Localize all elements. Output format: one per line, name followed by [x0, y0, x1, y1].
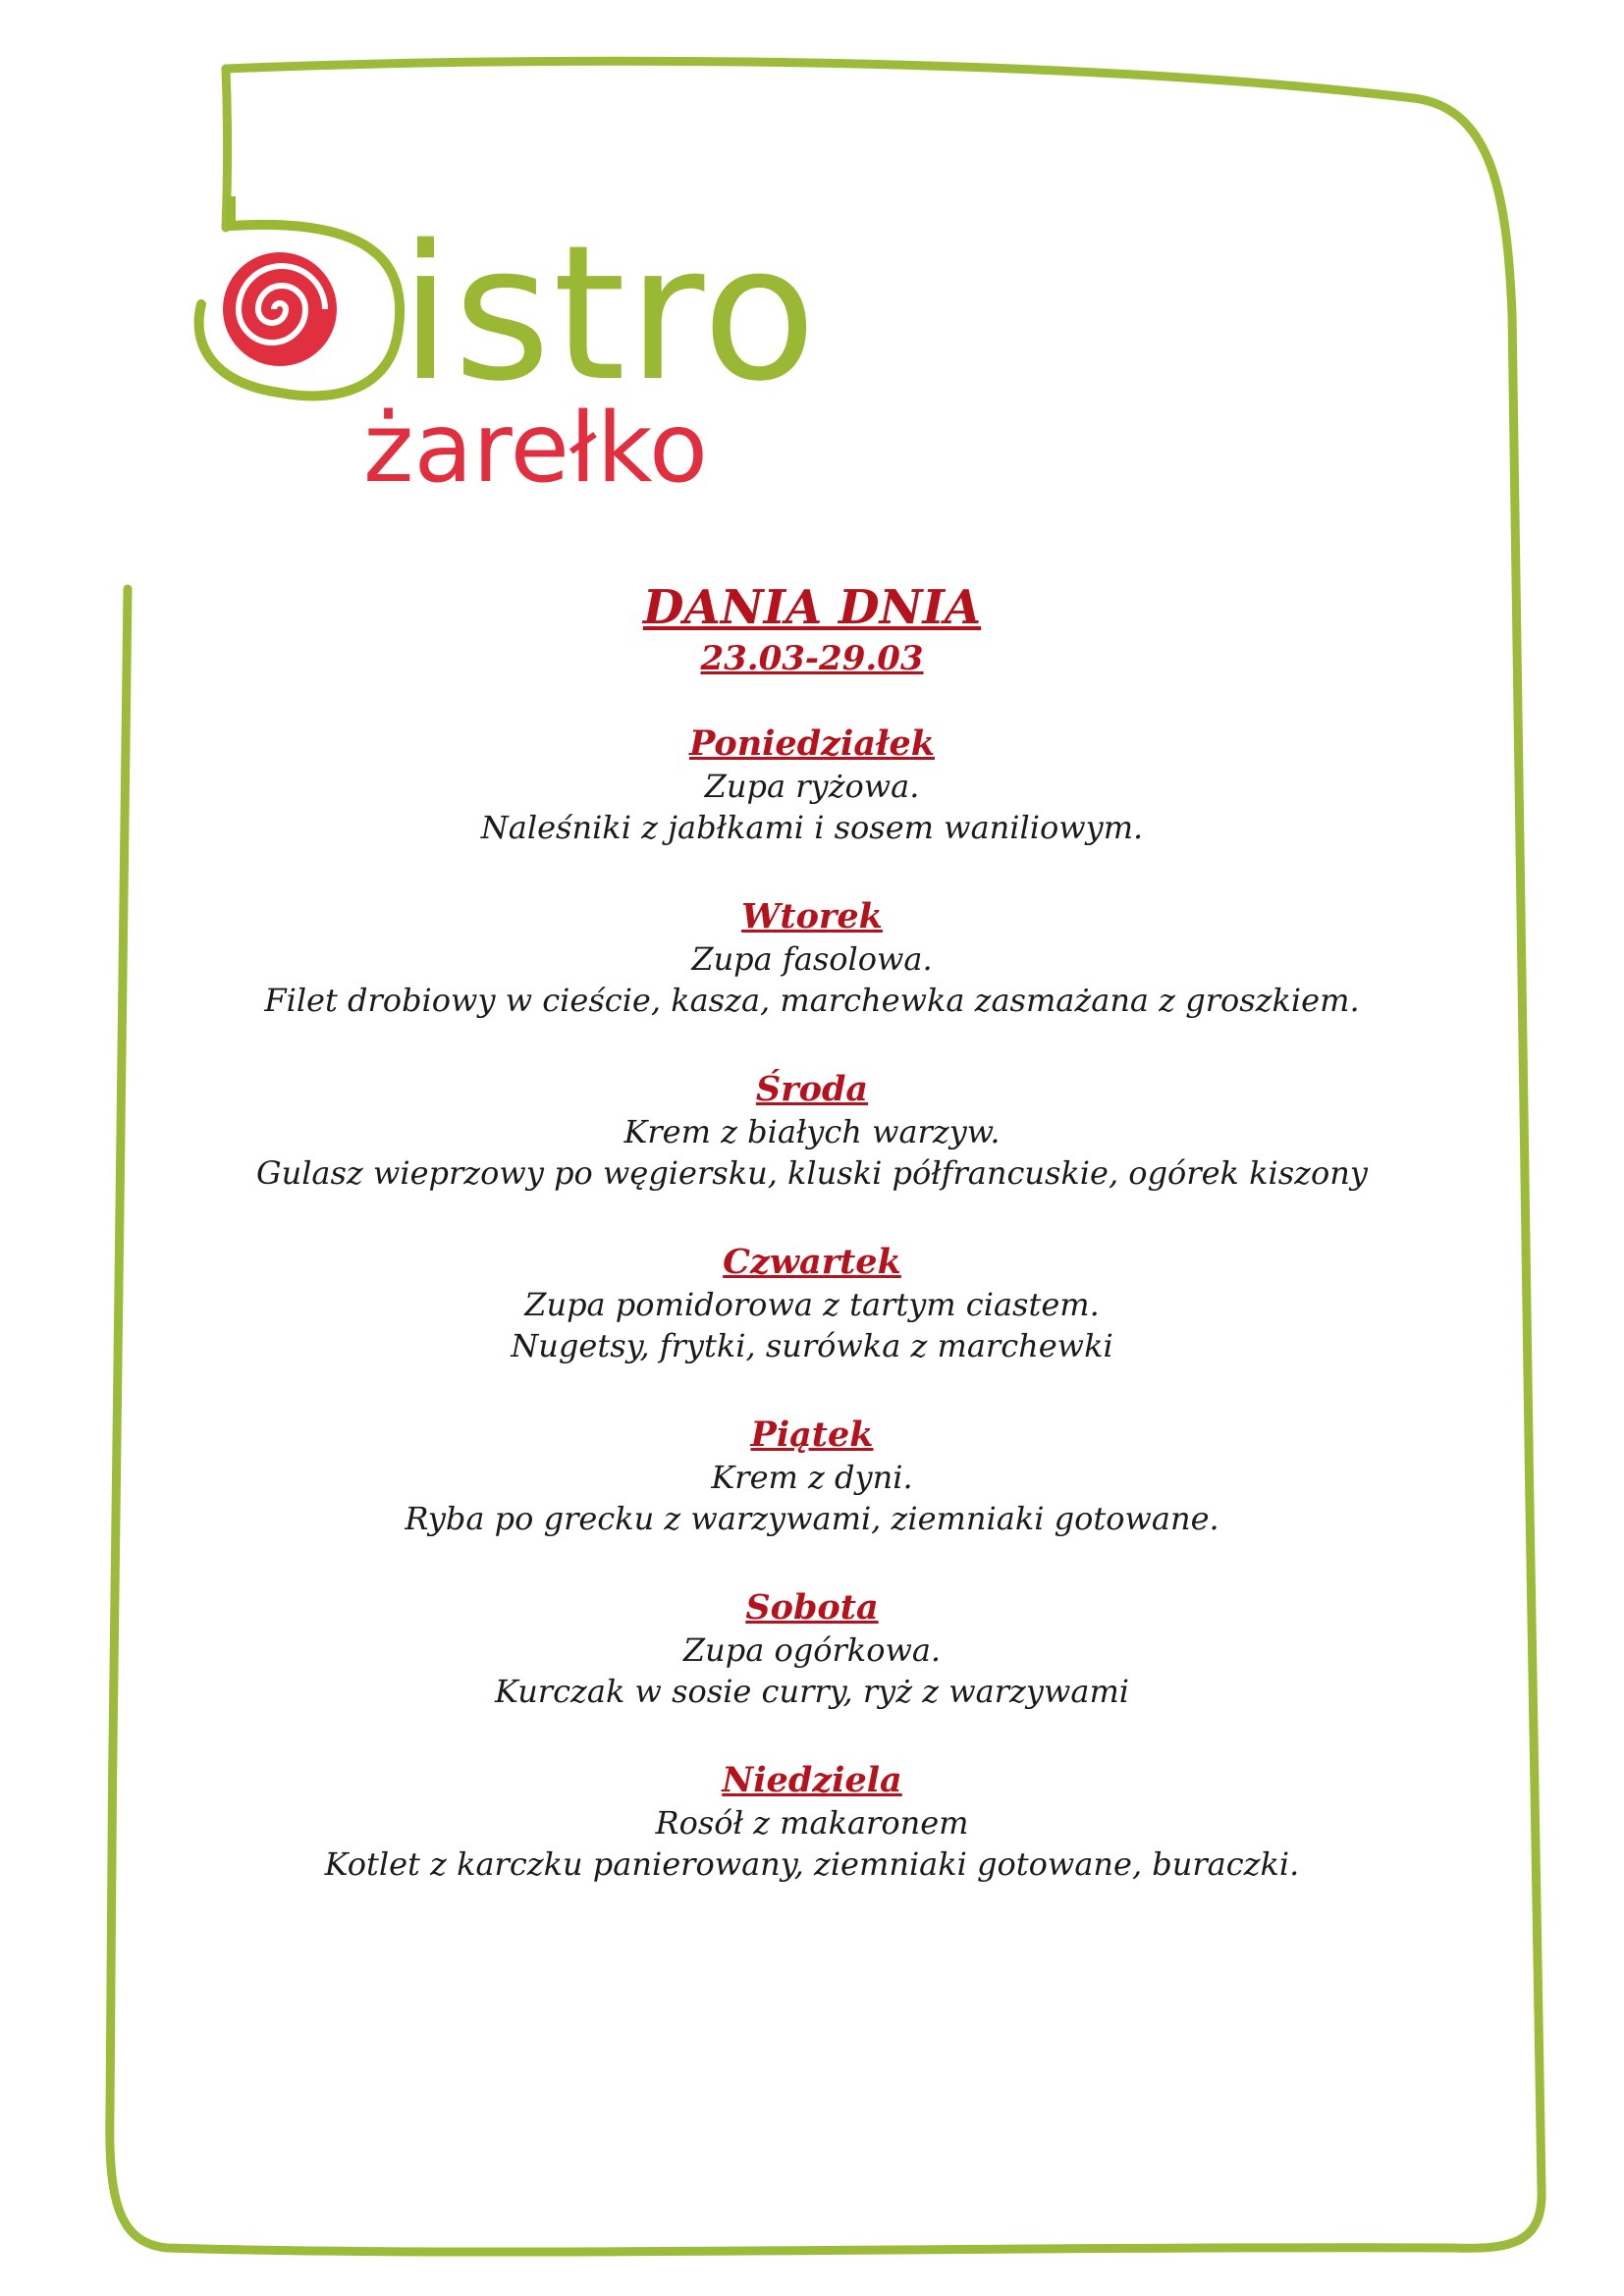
soup: Rosół z makaronem [655, 1804, 969, 1842]
menu-dates: 23.03-29.03 [700, 639, 924, 678]
day-block [118, 1414, 1506, 1539]
bistro-logo [191, 187, 898, 510]
soup: Zupa ryżowa. [704, 768, 920, 805]
main-dish: Naleśniki z jabłkami i sosem waniliowym. [480, 809, 1144, 846]
main-dish: Gulasz wieprzowy po węgiersku, kluski półfrancuskie, ogórek kiszony [256, 1154, 1368, 1192]
day-name: Poniedziałek [688, 723, 936, 764]
main-dish: Kotlet z karczku panierowany, ziemniaki gotowane, buraczki. [324, 1845, 1300, 1883]
day-name: Sobota [745, 1587, 879, 1628]
soup: Krem z dyni. [711, 1459, 913, 1496]
soup: Zupa pomidorowa z tartym ciastem. [524, 1286, 1100, 1323]
main-dish: Kurczak w sosie curry, ryż z warzywami [494, 1673, 1130, 1710]
logo-istro-text: istro [400, 205, 819, 422]
daily-menu [118, 579, 1506, 1932]
day-block [118, 722, 1506, 848]
day-block [118, 1759, 1506, 1885]
main-dish: Ryba po grecku z warzywami, ziemniaki gotowane. [405, 1500, 1219, 1537]
day-block [118, 1586, 1506, 1712]
soup: Zupa ogórkowa. [682, 1631, 942, 1669]
day-name: Niedziela [722, 1760, 902, 1800]
spiral-icon [223, 252, 337, 366]
day-name: Wtorek [741, 896, 883, 936]
menu-title: DANIA DNIA [642, 580, 982, 635]
day-name: Czwartek [723, 1242, 901, 1282]
logo-zarelko-text: żarełko [363, 393, 708, 505]
main-dish: Nugetsy, frytki, surówka z marchewki [511, 1327, 1113, 1364]
day-name: Piątek [750, 1415, 874, 1455]
day-block [118, 895, 1506, 1021]
day-block [118, 1068, 1506, 1194]
day-block [118, 1241, 1506, 1366]
day-name: Środa [755, 1069, 869, 1109]
main-dish: Filet drobiowy w cieście, kasza, marchewka zasmażana z groszkiem. [264, 982, 1360, 1019]
soup: Krem z białych warzyw. [623, 1113, 1001, 1150]
soup: Zupa fasolowa. [691, 940, 933, 978]
